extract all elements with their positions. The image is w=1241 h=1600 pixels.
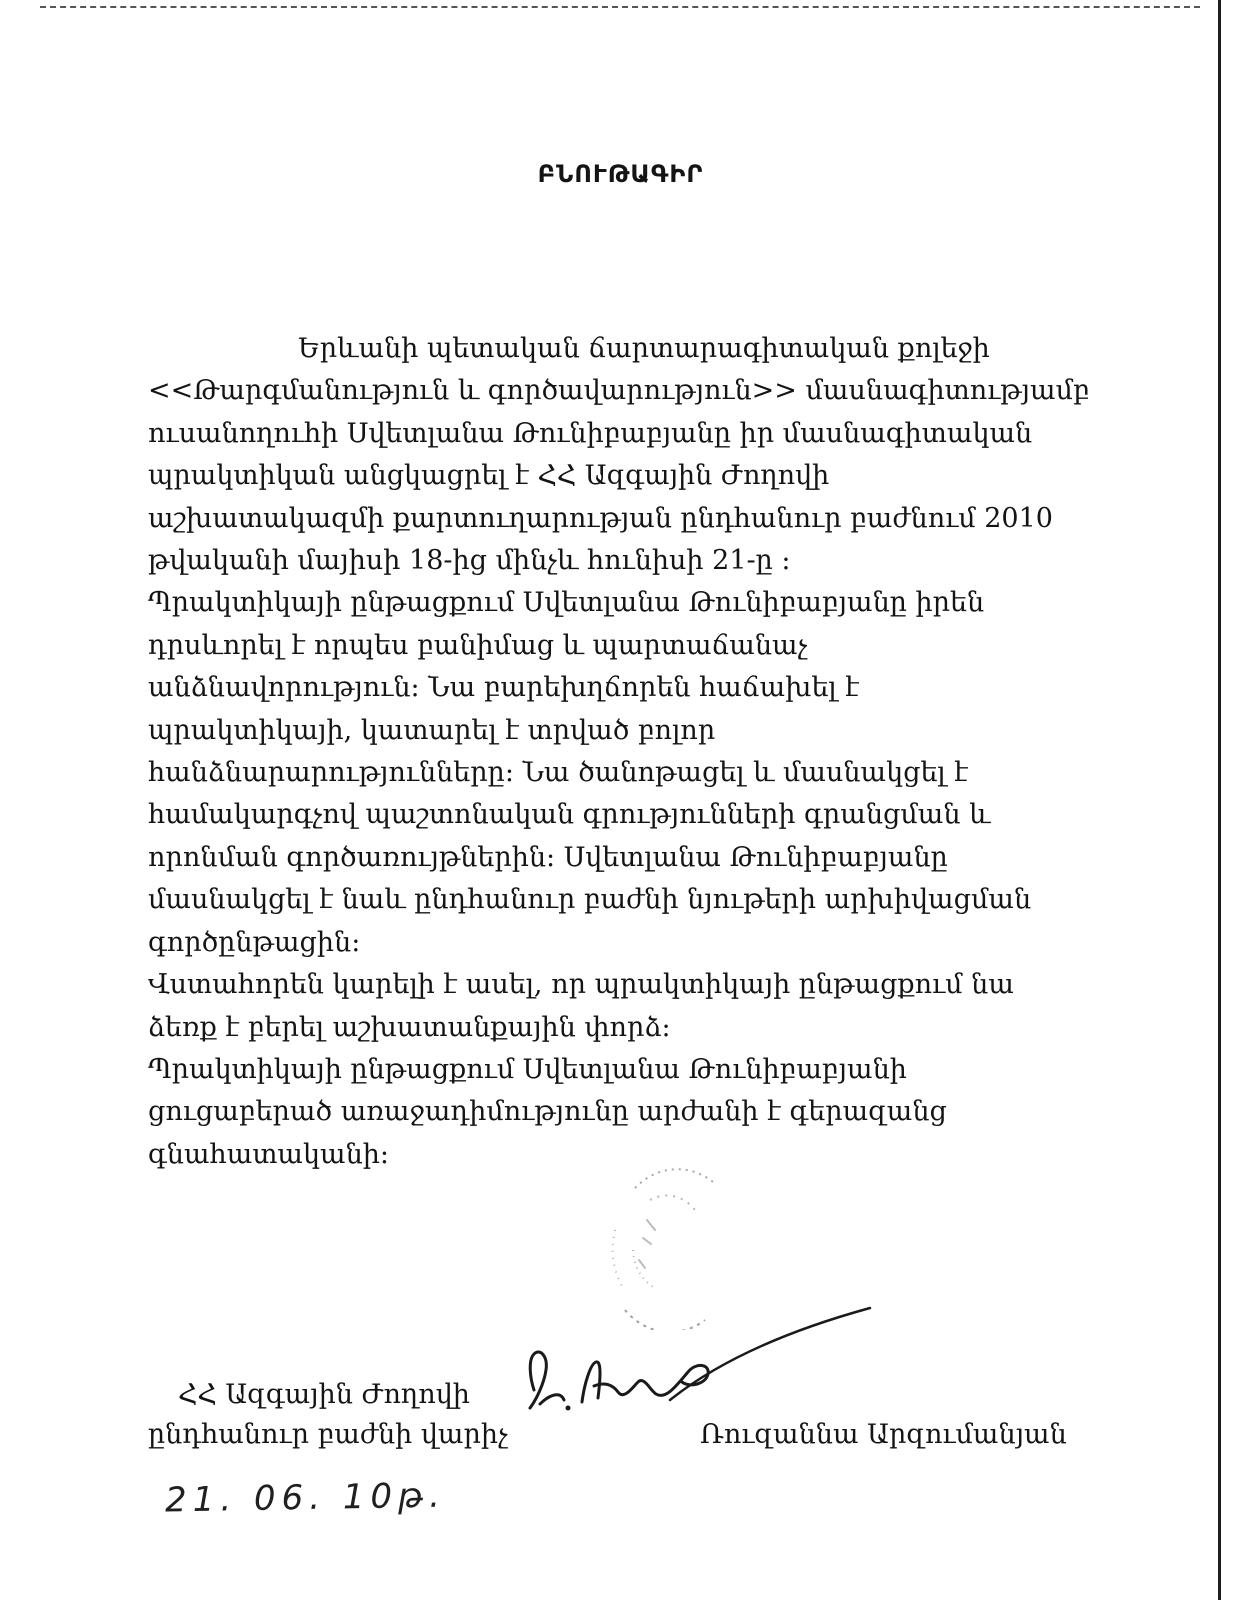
signatory-position-line: ընդհանուր բաժնի վարիչ (148, 1419, 508, 1450)
signatory-name: Ռուզաննա Արզումանյան (700, 1419, 1067, 1450)
body-line: անձնավորություն: Նա բարեխղճորեն հաճախել է (148, 672, 859, 704)
body-line: Պրակտիկայի ընթացքում Սվետլանա Թունիբաբյանի (148, 1053, 907, 1085)
body-line: Պրակտիկայի ընթացքում Սվետլանա Թունիբաբյանը իրեն (148, 587, 985, 619)
document-title: ԲՆՈՒԹԱԳԻՐ (537, 160, 704, 188)
scan-top-dashed-edge (40, 6, 1200, 12)
body-line: թվականի մայիսի 18-ից մինչև հունիսի 21-ը : (148, 545, 791, 577)
body-line: մասնակցել է նաև ընդհանուր բաժնի նյութերի արխիվացման (148, 884, 1032, 916)
body-line: ցուցաբերած առաջադիմությունը արժանի է գերազանց (148, 1096, 947, 1128)
body-line: Վստահորեն կարելի է ասել, որ պրակտիկայի ընթացքում նա (148, 969, 1014, 1001)
signatory-position-line: ՀՀ Ազգային Ժողովի (178, 1379, 470, 1410)
body-line: ուսանողուհի Սվետլանա Թունիբաբյանը իր մասնագիտական (148, 417, 1033, 449)
handwritten-date: 21. 06. 10թ. (164, 1475, 447, 1521)
body-line: ձեռք է բերել աշխատանքային փորձ: (148, 1011, 671, 1043)
body-line: <<Թարգմանություն և գործավարություն>> մասնագիտությամբ (148, 375, 1090, 407)
body-line: դրսևորել է որպես բանիմաց և պարտաճանաչ (148, 629, 808, 661)
signatory-position (148, 1375, 508, 1455)
body-line: հանձնարարությունները: Նա ծանոթացել և մասնակցել է (148, 757, 968, 789)
body-line: գնահատականի: (148, 1138, 390, 1170)
body-line: համակարգչով պաշտոնական գրությունների գրանցման և (148, 799, 991, 831)
scan-right-edge (1218, 0, 1221, 1600)
document-body (148, 328, 1088, 1176)
body-line: գործընթացին: (148, 926, 361, 958)
body-line: պրակտիկայի, կատարել է տրված բոլոր (148, 714, 716, 746)
body-line: Երևանի պետական ճարտարագիտական քոլեջի (298, 333, 990, 364)
body-line: աշխատակազմի քարտուղարության ընդհանուր բաժնում 2010 (148, 502, 1053, 534)
body-line: որոնման գործառույթներին: Սվետլանա Թունիբաբյանը (148, 841, 948, 873)
body-line: պրակտիկան անցկացրել է ՀՀ Ազգային Ժողովի (148, 460, 830, 492)
